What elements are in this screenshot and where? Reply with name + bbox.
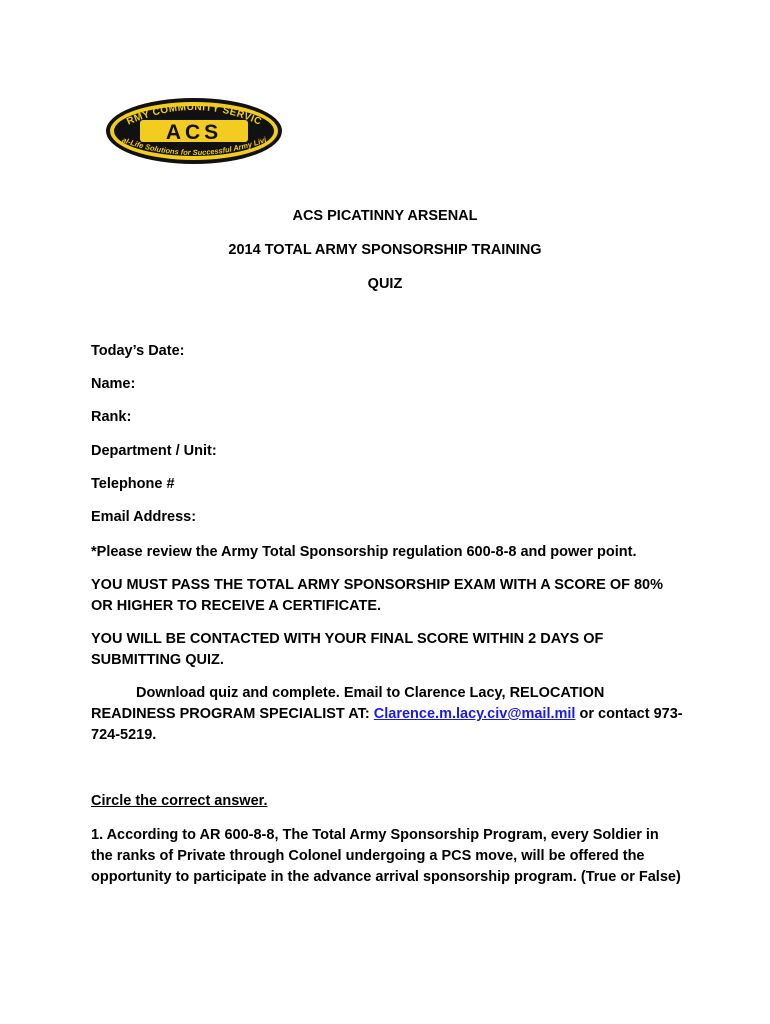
logo-bottom-text: al-Life Solutions for Successful Army Livi — [120, 135, 268, 158]
logo-center-text: ACS — [165, 121, 223, 144]
department-unit-label: Department / Unit: — [91, 443, 217, 459]
acs-logo — [104, 96, 284, 166]
header-training: 2014 TOTAL ARMY SPONSORSHIP TRAINING — [228, 242, 542, 258]
review-instruction: *Please review the Army Total Sponsorship regulation 600-8-8 and power point. — [91, 544, 637, 560]
pass-requirement: YOU MUST PASS THE TOTAL ARMY SPONSORSHIP EXAM WITH A SCORE OF 80% OR HIGHER TO RECEIVE A CERTIFICATE. — [91, 577, 664, 614]
circle-answer-heading: Circle the correct answer. — [91, 793, 268, 809]
contact-phone-text: or contact 973-724-5219. — [91, 706, 683, 743]
email-address-label: Email Address: — [91, 509, 197, 525]
telephone-label: Telephone # — [91, 476, 175, 492]
name-label: Name: — [91, 376, 136, 392]
download-instruction — [91, 683, 691, 746]
download-text: Download quiz and complete. Email to Clarence Lacy, RELOCATION READINESS PROGRAM SPECIALIST AT: — [91, 685, 605, 722]
header-organization: ACS PICATINNY ARSENAL — [292, 208, 478, 224]
question-1: 1. According to AR 600-8-8, The Total Army Sponsorship Program, every Soldier in the ranks of Private through Colonel undergoing a PCS move, will be offered the opportunity to participate in the advance arrival sponsorship program. (True or False) — [91, 827, 681, 885]
contact-notice: YOU WILL BE CONTACTED WITH YOUR FINAL SCORE WITHIN 2 DAYS OF SUBMITTING QUIZ. — [91, 631, 604, 668]
email-link[interactable]: Clarence.m.lacy.civ@mail.mil — [373, 706, 576, 722]
logo-top-text: RMY COMMUNITY SERVIC — [125, 101, 264, 128]
header-quiz: QUIZ — [367, 276, 403, 292]
acs-logo-graphic — [104, 96, 284, 166]
rank-label: Rank: — [91, 409, 132, 425]
todays-date-label: Today’s Date: — [91, 343, 185, 359]
